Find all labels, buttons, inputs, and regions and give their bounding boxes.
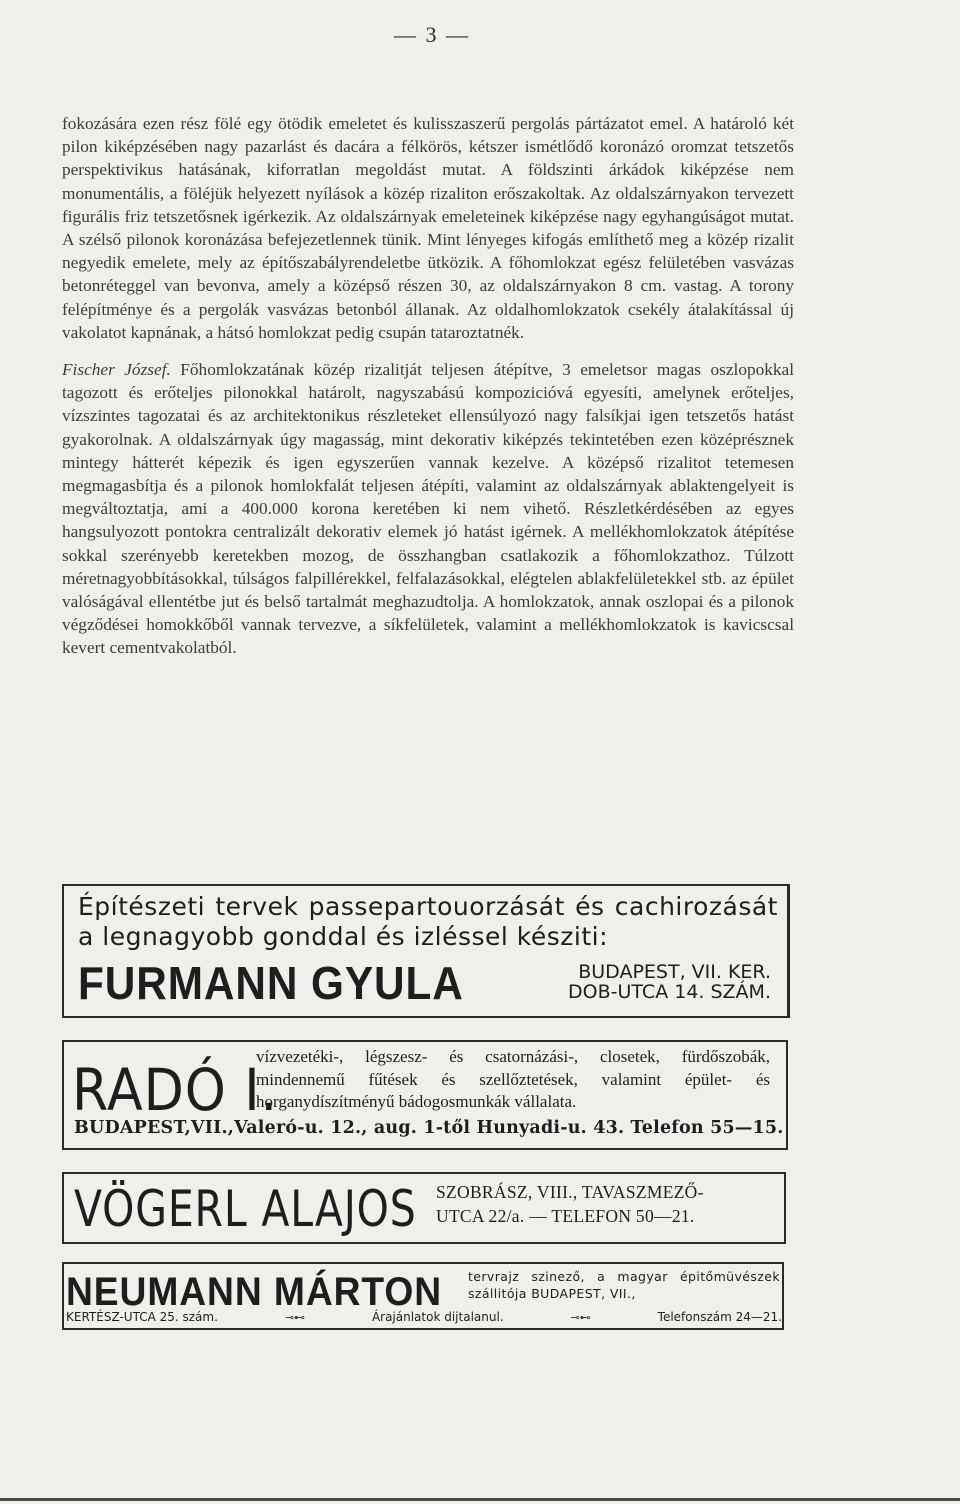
advert-neumann	[62, 1262, 784, 1330]
advert-rado-address: BUDAPEST,VII.,Valeró-u. 12., aug. 1-től Hunyadi-u. 43. Telefon 55—15.	[74, 1118, 784, 1138]
advert-furmann-address-line1: BUDAPEST, VII. KER.	[578, 961, 771, 983]
advert-vogerl	[62, 1172, 786, 1244]
advert-vogerl-name: VÖGERL ALAJOS	[74, 1180, 417, 1238]
advert-furmann-address-line2: DOB-UTCA 14. SZÁM.	[568, 981, 771, 1003]
paragraph-2-text: Főhomlokzatának közép rizalitját teljesen átépítve, 3 emeletsor magas oszlopokkal tagozott és erőteljes pilonokkal határolt, nagyszabású kompozicióvá egyesíti, amelynek erőteljes, vízszintes tagozatai és az architektonikus részleteket ellensúlyozó nagy falsíkjai igen tetszetős hatást gyakorolnak. A oldalszárnyak úgy magasság, mint dekorativ kiképzés tekintetében ezen középrésznek mintegy hátterét képezik és igen egyszerűen vannak kezelve. A középső rizalitot tetemesen megmagasbítja és a pilonok homlokfalát teljesen átépíti, valamint az oldalszárnyak ablaktengelyeit is megváltoztatja, ami a 400.000 korona keretében ki nem vihető. Részletkérdésében az egyes hangsulyozott pontokra centralizált dekorativ elemek jó hatást igérnek. A mellékhomlokzatok átépítése sokkal szerényebb keretekben mozog, de összhangban csatlakozik a főhomlokzathoz. Túlzott méretnagyobbításokkal, túlságos falpillérekkel, felfalazásokkal, elégtelen ablakfelületekkel stb. az épület valóságával ellentétbe jut és belső tartalmát meghazudtolja. A homlokzatok, annak oszlopai és a pilonok végződései homokkőből vannak tervezve, a síkfelületek, valamint a mellékhomlokzatok is kavicscsal kevert cementvakolatból.	[62, 360, 795, 658]
advert-vogerl-address-line2: UTCA 22/a. — TELEFON 50—21.	[436, 1206, 695, 1226]
advert-neumann-address: KERTÉSZ-UTCA 25. szám.	[66, 1310, 218, 1324]
advert-furmann-name: FURMANN GYULA	[78, 957, 464, 1009]
bottom-edge-rule	[0, 1498, 960, 1501]
advert-furmann-address	[568, 962, 771, 1002]
advert-vogerl-address	[436, 1180, 776, 1228]
author-name: Fischer József.	[62, 360, 171, 380]
paragraph-1: fokozására ezen rész fölé egy ötödik emeletet és kulisszaszerű pergolás pártázatot emel. A határoló két pilon kiképzésében nagy pazarlást és dacára a félkörös, kétszer ismétlődő koronázó oromzat tetszetős perspektivikus hatásának, kiforratlan megoldást mutat. A földszinti árkádok kiképzése nem monumentális, a föléjük helyezett nyílások a közép rizaliton erőszakoltak. Az oldalszárnyakon tervezett figurális friz tetszetősnek igérkezik. Az oldalszárnyak emeleteinek kiképzése nagy egyhangúságot mutat. A szélső pilonok koronázása befejezetlennek tünik. Mint lényeges kifogás említhető meg a közép rizalit negyedik emelete, mely az építőszabályrendeletbe ütközik. A főhomlokzat egész felületében vasvázas betonréteggel van bevonva, amely a középső részen 30, az oldalszárnyakon 8 cm. vastag. A torony felépítménye és a pergolák vasvázas betonból állanak. Az oldalhomlokzatok csekély átalakítással új vakolatot kapnának, a hátsó homlokzat pedig csupán tataroztatnék.	[62, 114, 794, 342]
advert-rado-name: RADÓ I.	[72, 1056, 279, 1124]
advert-vogerl-address-line1: SZOBRÁSZ, VIII., TAVASZMEZŐ-	[436, 1182, 704, 1202]
ornament-icon: ⊸⊷	[570, 1310, 591, 1324]
advert-neumann-footer	[66, 1310, 782, 1324]
advert-rado	[62, 1040, 788, 1150]
article-body	[62, 112, 794, 674]
advert-rado-description: vízvezetéki-, légszesz- és csatornázási-, closetek, fürdőszobák, mindennemű fűtések és szellőztetések, valamint épület- és horganydíszítményű bádogosmunkák vállalata.	[256, 1047, 770, 1111]
page-number: — 3 —	[394, 22, 470, 47]
ornament-icon: ⊸⊷	[284, 1310, 306, 1324]
advert-neumann-name: NEUMANN MÁRTON	[66, 1270, 443, 1314]
advert-furmann	[62, 884, 790, 1018]
paragraph-2	[62, 358, 794, 660]
advert-neumann-prices: Árajánlatok dijtalanul.	[371, 1310, 504, 1324]
advert-furmann-slogan: Építészeti tervek passepartouorzását és cachirozását a legnagyobb gonddal és izléssel késziti:	[78, 892, 778, 951]
advert-neumann-description: tervrajz szinező, a magyar épitőmüvészek szállitója BUDAPEST, VII.,	[468, 1269, 780, 1301]
advert-neumann-phone: Telefonszám 24—21.	[657, 1310, 782, 1324]
